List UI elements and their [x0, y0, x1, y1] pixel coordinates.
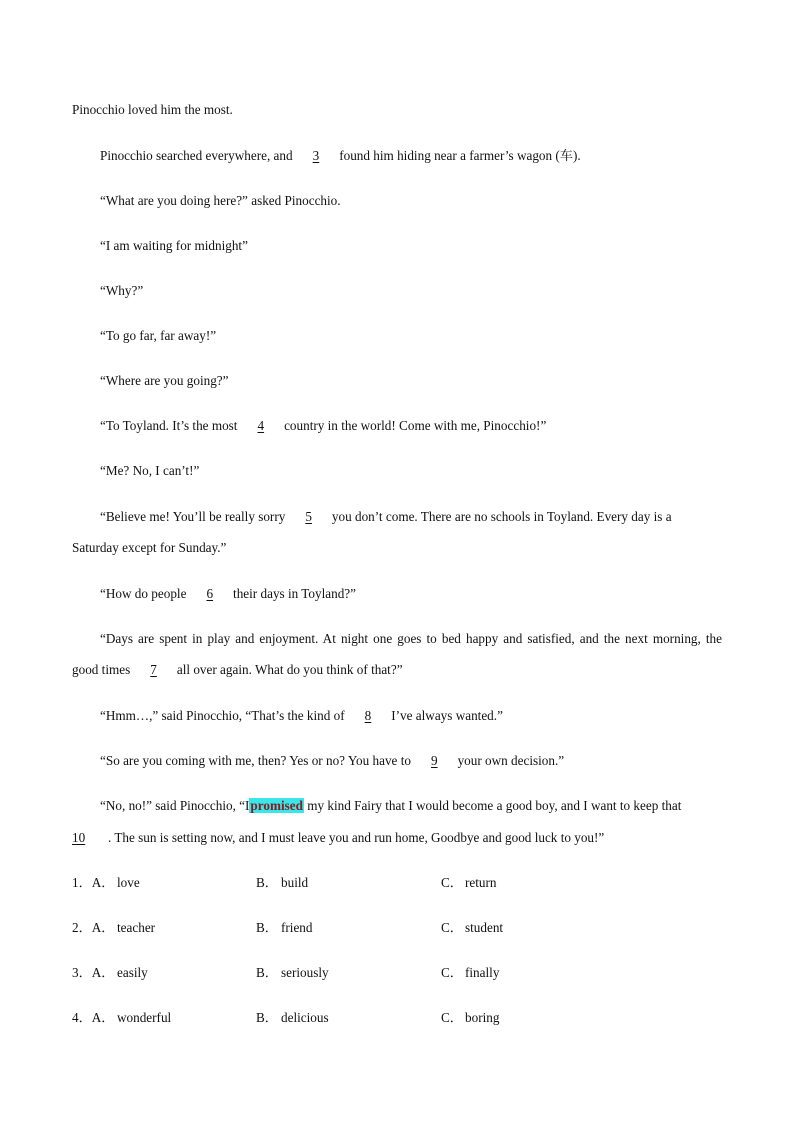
text: all over again. What do you think of that?” [176, 662, 403, 677]
option-c[interactable]: student [465, 920, 504, 935]
paragraph [100, 586, 722, 602]
option-b-label: B． [256, 875, 278, 890]
paragraph [100, 708, 722, 724]
paragraph: Pinocchio loved him the most. [72, 102, 233, 117]
answer-blank-7: 7 [150, 662, 157, 677]
option-c-label: C． [441, 1010, 463, 1025]
question-number: 2．A． [72, 920, 115, 935]
paragraph-continuation [72, 830, 722, 846]
text: found him hiding near a farmer’s wagon (车). [339, 148, 581, 163]
text: their days in Toyland?” [233, 586, 357, 601]
question-number: 4．A． [72, 1010, 115, 1025]
answer-blank-6: 6 [206, 586, 214, 601]
text: your own decision.” [457, 753, 565, 768]
option-a[interactable]: love [117, 875, 140, 890]
paragraph: “To go far, far away!” [100, 328, 217, 343]
text: I’ve always wanted.” [391, 708, 503, 723]
option-b-label: B． [256, 1010, 278, 1025]
text: “To Toyland. It’s the most [100, 418, 238, 433]
option-c-label: C． [441, 965, 463, 980]
option-c[interactable]: boring [465, 1010, 500, 1025]
text: . The sun is setting now, and I must leave you and run home, Goodbye and good luck to you!” [108, 830, 605, 845]
paragraph: “Why?” [100, 283, 144, 298]
option-b[interactable]: delicious [281, 1010, 329, 1025]
paragraph: “What are you doing here?” asked Pinocchio. [100, 193, 341, 208]
option-c[interactable]: return [465, 875, 497, 890]
question-number: 1．A． [72, 875, 115, 890]
text: you don’t come. There are no schools in Toyland. Every day is a [331, 509, 672, 524]
paragraph: “Me? No, I can’t!” [100, 463, 200, 478]
paragraph: “Days are spent in play and enjoyment. At night one goes to bed happy and satisfied, and the next morning, the [100, 631, 722, 646]
text: “No, no!” said Pinocchio, “I [100, 798, 250, 813]
option-c-label: C． [441, 920, 463, 935]
option-b[interactable]: seriously [281, 965, 329, 980]
answer-blank-8: 8 [364, 708, 372, 723]
option-c-label: C． [441, 875, 463, 890]
text: “Believe me! You’ll be really sorry [100, 509, 286, 524]
option-b[interactable]: friend [281, 920, 313, 935]
text: Pinocchio searched everywhere, and [100, 148, 293, 163]
paragraph-continuation [72, 662, 722, 678]
paragraph [100, 418, 722, 434]
option-a[interactable]: easily [117, 965, 148, 980]
text: country in the world! Come with me, Pinocchio!” [284, 418, 547, 433]
text: “So are you coming with me, then? Yes or no? You have to [100, 753, 411, 768]
paragraph [100, 753, 722, 769]
paragraph [100, 509, 720, 525]
option-a[interactable]: wonderful [117, 1010, 172, 1025]
paragraph [100, 148, 722, 164]
option-b-label: B． [256, 920, 278, 935]
answer-blank-3: 3 [312, 148, 320, 163]
paragraph: “I am waiting for midnight” [100, 238, 248, 253]
text: my kind Fairy that I would become a good boy, and I want to keep that [307, 798, 682, 813]
answer-blank-5: 5 [305, 509, 312, 524]
text: “How do people [100, 586, 187, 601]
text: good times [72, 662, 131, 677]
option-a[interactable]: teacher [117, 920, 156, 935]
option-b[interactable]: build [281, 875, 309, 890]
paragraph [100, 798, 722, 814]
answer-blank-10: 10 [72, 830, 86, 845]
option-c[interactable]: finally [465, 965, 500, 980]
answer-blank-4: 4 [257, 418, 265, 433]
highlighted-word: promised [250, 798, 303, 813]
paragraph: “Where are you going?” [100, 373, 229, 388]
question-number: 3．A． [72, 965, 115, 980]
paragraph-continuation: Saturday except for Sunday.” [72, 540, 227, 555]
answer-blank-9: 9 [430, 753, 438, 768]
text: “Hmm…,” said Pinocchio, “That’s the kind of [100, 708, 345, 723]
option-b-label: B． [256, 965, 278, 980]
